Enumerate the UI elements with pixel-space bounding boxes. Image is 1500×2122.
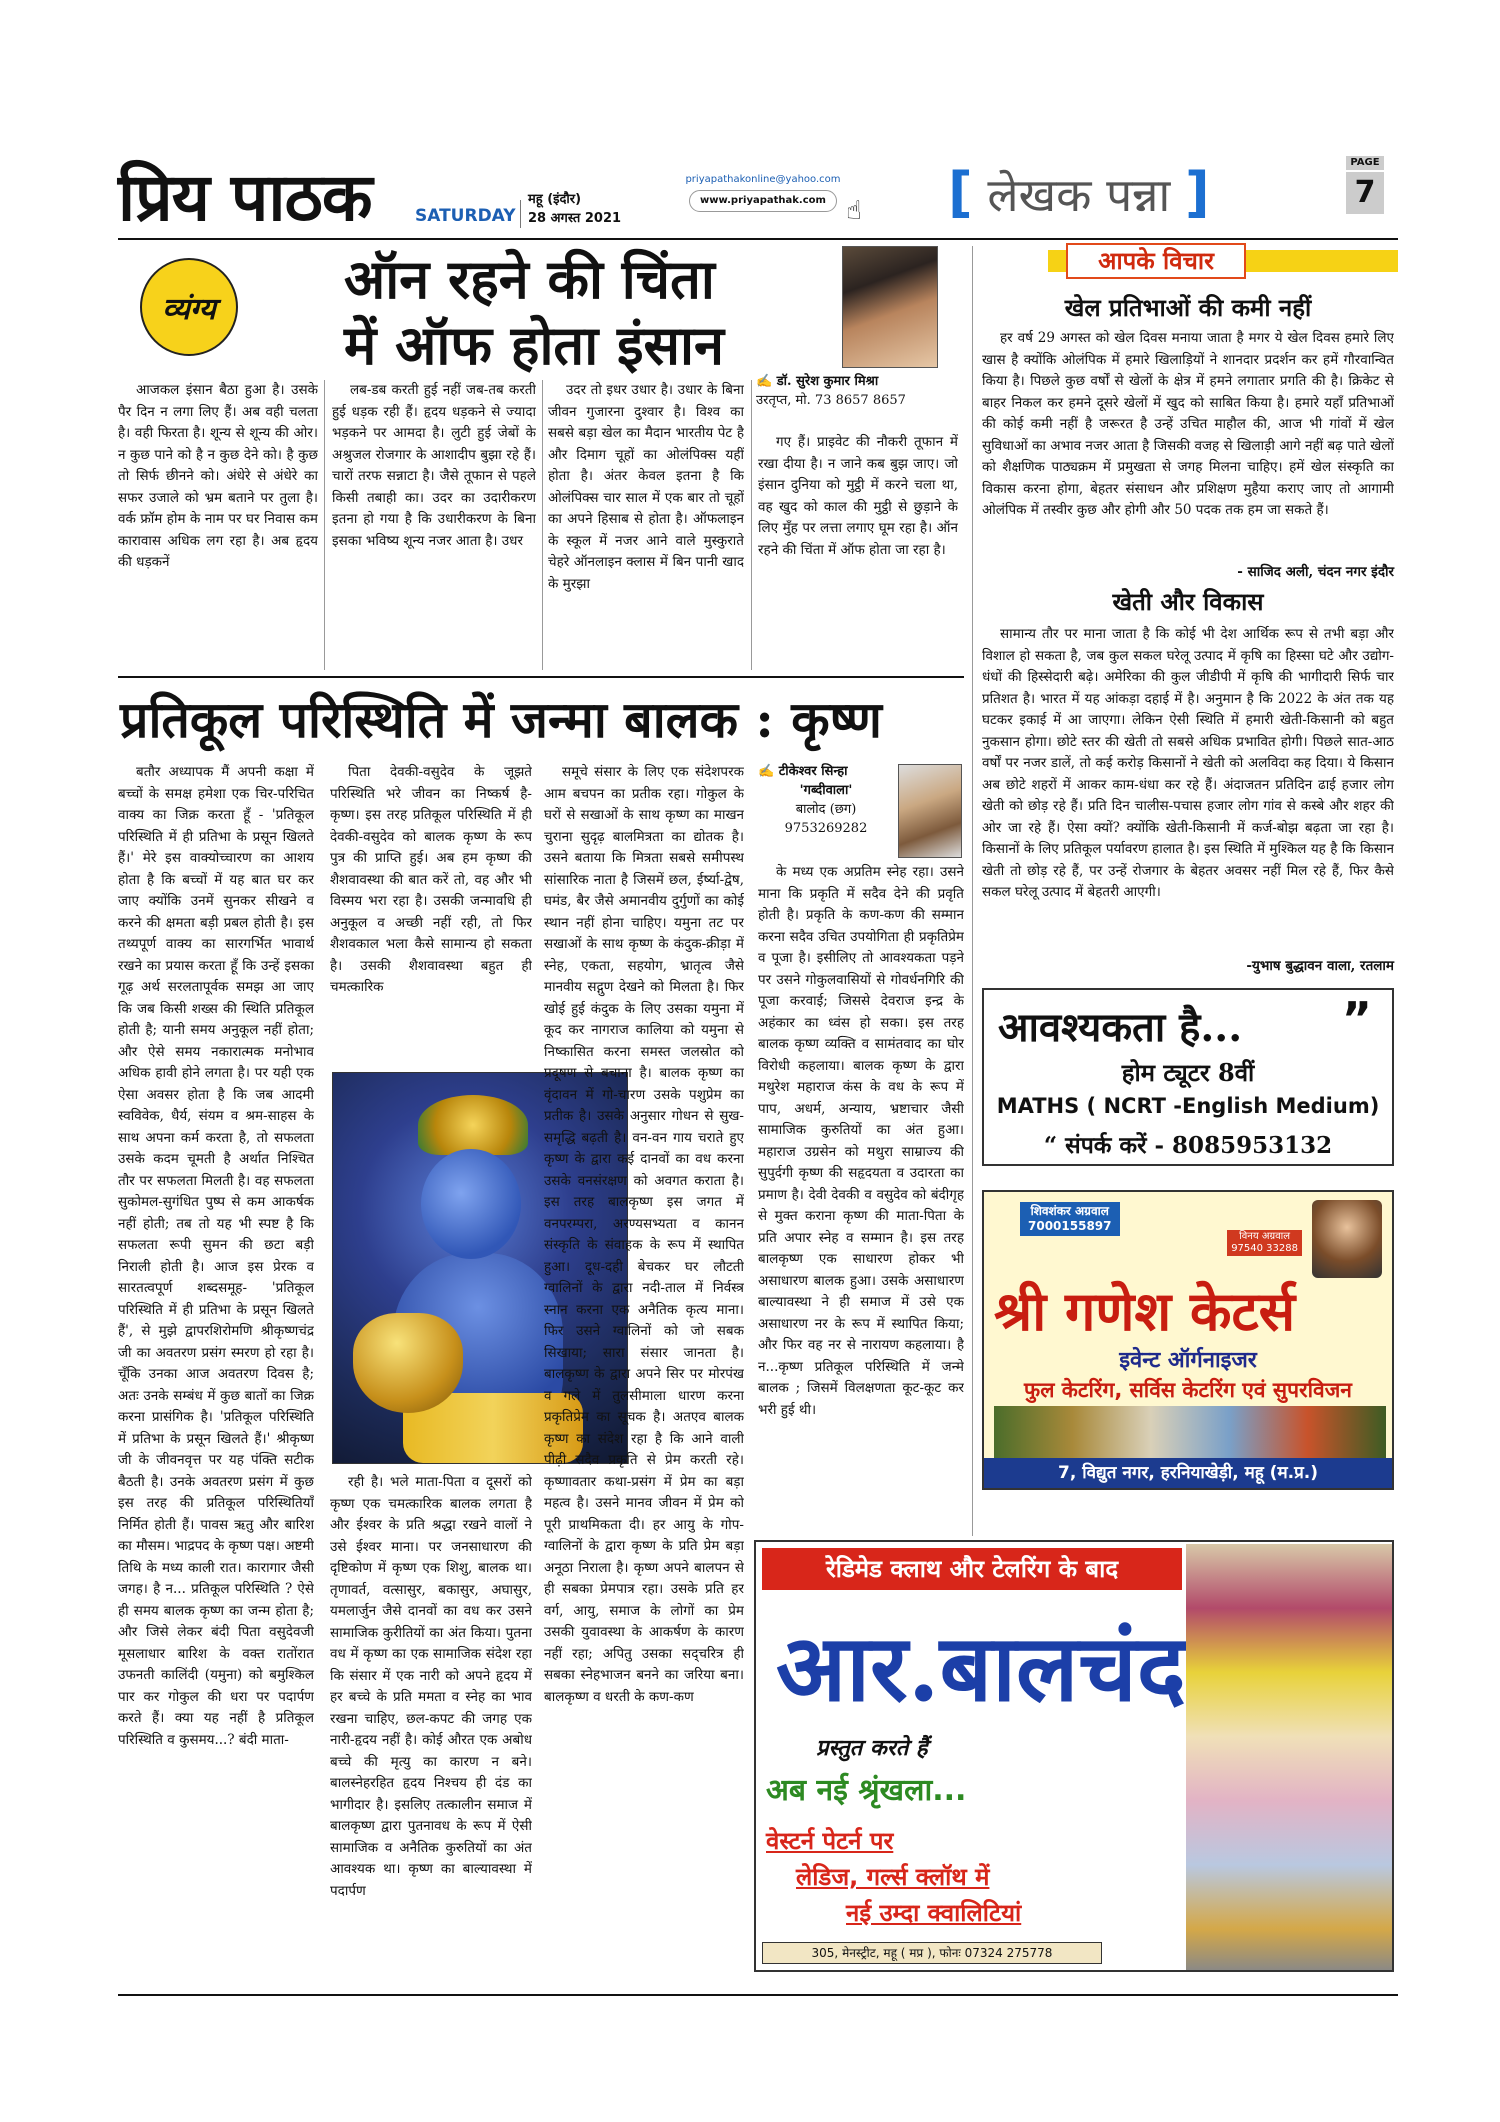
article2-author-phone: 9753269282 (784, 821, 868, 836)
column-divider (324, 380, 325, 670)
paragraph: सामान्य तौर पर माना जाता है कि कोई भी देश आर्थिक रूप से तभी बड़ा और विशाल हो सकता है, जब कुल सकल घरेलू उत्पाद में कृषि का हिस्सा घटे और उद्योग-धंधों की हिस्सेदारी बढ़े। अमेरिका की कुल जीडीपी में कृषि की भागीदारी सिर्फ चार प्रतिशत है। भारत में यह आंकड़ा दहाई में है। अनुमान है कि 2022 के अंत तक यह घटकर इकाई में आ जाएगा। लेकिन ऐसी स्थिति में हमारी खेती-किसानी को बहुत नुकसान होगा। छोटे स्तर की खेती तो सबसे अधिक प्रभावित होगी। पिछले सात-आठ वर्षों पर नजर डालें, तो कई करोड़ किसानों ने खेती को अलविदा कह दिया। ये किसान अब छोटे शहरों में आकर काम-धंधा कर रहे हैं। अंदाजतन प्रतिदिन ढाई हजार लोग खेती को छोड़ रहे हैं। प्रति दिन चालीस-पचास हजार लोग गांव से कस्बे और शहर की ओर जा रहे हैं। ऐसा क्यों? क्योंकि खेती-किसानी में कर्ज-बोझ बढ़ता जा रहा है। किसानों के लिए प्रतिकूल पर्यावरण हालात है। इस स्थिति में मुश्किल यह है कि किसान खेती तो छोड़ रहे हैं, पर उन्हें रोजगार के बेहतर अवसर नहीं मिल रहे हैं, फिर कैसे सकल घरेलू उत्पाद में बेहतरी आएगी। (982, 626, 1394, 900)
caterer-name: श्री गणेश केटर्स (994, 1279, 1296, 1343)
column-divider (972, 246, 973, 1536)
paragraph: पिता देवकी-वसुदेव के जूझते परिस्थिति भरे जीवन का निष्कर्ष है- कृष्ण। इस तरह प्रतिकूल परिस्थिति में ही देवकी-वसुदेव को बालक कृष्ण के रूप पुत्र की प्राप्ति हुई। अब हम कृष्ण की शैशवावस्था की बात करें तो, वह और भी विस्मय भरा रहा है। उसकी जन्मावधि ही अनुकूल व अच्छी नहीं रही, तो फिर शैशवकाल भला कैसे सामान्य हो सकता है। उसकी शैशवावस्था बहुत ही चमत्कारिक (330, 764, 532, 995)
caterer-owner-phone: 7000155897 (1028, 1219, 1112, 1233)
caterer-sub1: इवेन्ट ऑर्गनाइजर (1119, 1348, 1257, 1373)
paragraph: समूचे संसार के लिए एक संदेशपरक आम बचपन का प्रतीक रहा। गोकुल के घरों से सखाओं के साथ कृष्ण का माखन चुराना सुदृढ़ बालमित्रता का द्योतक है। उसने बताया कि मित्रता सबसे समीपस्थ सांसारिक नाता है जिसमें छल, ईर्ष्या-द्वेष, घमंड, बैर जैसे अमानवीय दुर्गुणों का कोई स्थान नहीं होना चाहिए। यमुना तट पर सखाओं के साथ कृष्ण के कंदुक-क्रीड़ा में स्नेह, एकता, सहयोग, भ्रातृत्व जैसे मानवीय सद्गुण देखने को मिलता है। फिर खोई हुई कंदुक के लिए उसका यमुना में कूद कर नागराज कालिया को यमुना से निष्कासित करना समस्त जलस्रोत को प्रदूषण से बचाना है। बालक कृष्ण का वृंदावन में गो-चारण उसके पशुप्रेम का प्रतीक है। उसके अनुसार गोधन से सुख-समृद्धि बढ़ती है। वन-वन गाय चराते हुए कृष्ण के द्वारा कई दानवों का वध करना उसके वनसंरक्षण को अवगत कराता है। इस तरह बालकृष्ण इस जगत में वनपरम्परा, अरण्यसभ्यता व कानन संस्कृति के संवाहक के रूप में स्थापित हुआ। दूध-दही बेचकर घर लौटती ग्वालिनों के द्वारा नदी-ताल में निर्वस्त्र स्नान करना एक अनैतिक कृत्य माना। फिर उसने ग्वालिनों को जो सबक सिखाया; सारा संसार जानता है। बालकृष्ण के द्वारा अपने सिर पर मोरपंख व गले में तुलसीमाला धारण करना प्रकृतिप्रेम का सूचक है। अतएव बालक कृष्ण का संदेश रहा है कि आने वाली पीढ़ी सदैव प्रकृति से प्रेम करती रहे। कृष्णावतार कथा-प्रसंग में प्रेम का बड़ा महत्व है। उसने मानव जीवन में प्रेम को पूरी प्राथमिकता दी। हर आयु के गोप-ग्वालिनों के द्वारा कृष्ण के प्रति प्रेम बड़ा अनूठा निराला है। कृष्ण अपने बालपन से ही सबका प्रेमपात्र रहा। उसके प्रति हर वर्ग, आयु, समाज के लोगों का प्रेम उसकी युवावस्था के आकर्षण के कारण नहीं रहा; अपितु उसका सद्चरित्र ही सबका स्नेहभाजन बनने का जरिया बना। बालकृष्ण व धरती के कण-कण (544, 764, 744, 1705)
contact-block (678, 172, 848, 212)
article2-column-2a (330, 762, 532, 1064)
author-photo (842, 246, 938, 368)
newspaper-logo: प्रिय पाठक (118, 158, 372, 236)
caterer-owner2: विनय अग्रवाल (1239, 1231, 1291, 1242)
article-divider (118, 676, 964, 678)
paragraph: हर वर्ष 29 अगस्त को खेल दिवस मनाया जाता है मगर ये खेल दिवस हमारे लिए खास है क्योंकि ओलंपिक में हमारे खिलाड़ियों ने शानदार प्रदर्शन कर हमें गौरवान्वित किया है। पिछले कुछ वर्षों से खेलों के क्षेत्र में हमने लगातार प्रगति की है। क्रिकेट से बाहर निकल कर हमने दूसरे खेलों में खुद को साबित किया है। हमारे यहाँ प्रतिभाओं की कोई कमी नहीं है जरूरत है उन्हें उचित माहौल की, आज भी गांवों में खेल सुविधाओं का अभाव नजर आता है जिसकी वजह से खिलाड़ी आगे नहीं बढ़ पाते खेलों को शैक्षणिक पाठ्यक्रम में प्रमुखता से जगह मिलना चाहिए। हमें खेल संस्कृति का विकास करना होगा, बेहतर संसाधन और प्रशिक्षण मुहैया कराए जाए तो आगामी ओलंपिक में तस्वीर कुछ और होगी और 50 पदक तक हम जा सकते हैं। (982, 330, 1394, 518)
article2-byline (758, 762, 894, 838)
caterer-sub2: फुल केटरिंग, सर्विस केटरिंग एवं सुपरविजन (1024, 1378, 1352, 1402)
contact-email[interactable]: priyapathakonline@yahoo.com (685, 174, 841, 185)
article1-byline (756, 372, 1002, 410)
crown-shape (418, 1095, 528, 1155)
article2-column-2b (330, 1472, 532, 1990)
face-shape (421, 1149, 521, 1259)
paragraph: के मध्य एक अप्रतिम स्नेह रहा। उसने माना कि प्रकृति में सदैव देने की प्रवृति होती है। प्रकृति के कण-कण की सम्मान करना सदैव उचित उपयोगिता ही प्रकृतिप्रेम व पूजा है। इसीलिए तो आवश्यकता पड़ने पर उसने गोकुलवासियों से गोवर्धनगिरि की पूजा करवाई; जिससे देवराज इन्द्र के अहंकार का ध्वंस हो सका। इस तरह बालक कृष्ण व्यक्ति व सामंतवाद का घोर विरोधी कहलाया। बालक कृष्ण के द्वारा मथुरेश महाराज कंस के वध के रूप में पाप, अधर्म, अन्याय, भ्रष्टाचार जैसी सामाजिक कुरुतियों का अंत हुआ। महाराज उग्रसेन को मथुरा साम्राज्य की सुपुर्दगी कृष्ण की सहृदयता व उदारता का प्रमाण है। देवी देवकी व वसुदेव को बंदीगृह से मुक्त कराना कृष्ण की माता-पिता के प्रति अपार स्नेह व सम्मान है। इस तरह बालकृष्ण एक साधारण होकर भी असाधारण बालक हुआ। उसके असाधारण बाल्यावस्था ने ही समाज में उसे एक असाधारण नर के रूप में स्थापित किया; और फिर वह नर से नारायण कहलाया। है न...कृष्ण प्रतिकूल परिस्थिति में जन्मे बालक ; जिसमें विलक्षणता कूट-कूट कर भरी हुई थी। (758, 864, 964, 1418)
caterer-photo (1312, 1200, 1382, 1278)
tailor-ad (754, 1540, 1394, 1972)
letter1-title: खेल प्रतिभाओं की कमी नहीं (1064, 293, 1312, 322)
author2-photo (898, 764, 962, 858)
article1-column-1 (118, 380, 318, 670)
caterer-owner-box (1020, 1202, 1120, 1236)
article2-author-place: बालोद (छग) (795, 802, 857, 817)
letter2-signoff: -युभाष बुद्धावन वाला, रतलाम (1246, 958, 1394, 974)
page-number: 7 (1346, 172, 1384, 214)
article1-headline-line1: ऑन रहने की चिंता (344, 247, 715, 311)
tailor-line4: लेडिज, गर्ल्स क्लॉथ में (796, 1863, 990, 1891)
tailor-line1: प्रस्तुत करते हैं (816, 1736, 928, 1761)
butter-pot-shape (353, 1313, 463, 1413)
tutor-ad-contact: “ संपर्क करें - 8085953132 (1043, 1132, 1333, 1159)
letter1-signoff: - साजिद अली, चंदन नगर इंदौर (1237, 564, 1394, 580)
issue-place: महू (इंदौर) (528, 192, 582, 207)
article1-author-place: उरतृप्त, मो. 73 8657 8657 (756, 393, 906, 408)
article1-headline-line2: में ऑफ होता इंसान (344, 313, 724, 377)
article1-column-2 (332, 380, 536, 670)
paragraph: आजकल इंसान बैठा हुआ है। उसके पैर दिन न लगा लिए हैं। अब वही चलता है। वही फिरता है। शून्य से शून्य की ओर। न कुछ पाने को है न कुछ देने को। है कुछ तो सिर्फ छीनने को। अंधेरे से अंधेरे का सफर उजाले को भ्रम बताने पर तुला है। वर्क फ्रॉम होम के नाम पर घर निवास कम कारावास अधिक लग रहा है। अब हृदय की धड़कनें (118, 382, 318, 570)
vyang-badge: व्यंग्य (140, 258, 238, 356)
divider (520, 200, 521, 228)
article2-author: ✍ टीकेश्वर सिन्हा (758, 764, 848, 779)
article1-author: ✍ डॉ. सुरेश कुमार मिश्रा (756, 374, 879, 389)
newspaper-page (118, 150, 1398, 2000)
caterer-owner: शिवशंकर अग्रवाल (1030, 1204, 1109, 1218)
paragraph: गए हैं। प्राइवेट की नौकरी तूफान में रखा दीया है। न जाने कब बुझ जाए। जो इंसान दुनिया को मुट्ठी में करने चला था, वह खुद को काल की मुट्ठी से छुड़ाने के लिए मुँह पर लत्ता लगाए घूम रहा है। ऑन रहने की चिंता में ऑफ होता जा रहा है। (758, 434, 958, 558)
pointer-hand-icon: ☝ (846, 196, 862, 226)
issue-day: SATURDAY (415, 206, 516, 226)
letter2-title: खेती और विकास (1112, 587, 1264, 616)
tailor-address: 305, मेनस्ट्रीट, महू ( मप्र ), फोनः 07324 275778 (762, 1942, 1102, 1964)
letter2-body (982, 624, 1394, 950)
caterer-address: 7, विद्युत नगर, हरनियाखेड़ी, महू (म.प्र.) (984, 1458, 1392, 1488)
tailor-line3: वेस्टर्न पेटर्न पर (766, 1827, 894, 1855)
tutor-ad-title: आवश्यकता है... (998, 1004, 1243, 1051)
tailor-ad-top: रेडिमेड क्लाथ और टेलरिंग के बाद (762, 1548, 1182, 1590)
article1-column-4 (758, 432, 958, 670)
article2-column-4 (758, 862, 964, 1522)
issue-date: 28 अगस्त 2021 (528, 211, 622, 226)
article2-column-1 (118, 762, 314, 1992)
article2-author-alias: 'गब्दीवाला' (799, 783, 853, 798)
quote-icon: ” (1341, 992, 1372, 1046)
section-title-text: लेखक पन्ना (987, 168, 1171, 222)
caterer-ad (982, 1190, 1394, 1490)
page-bottom-rule (118, 1994, 1398, 1996)
article2-column-3 (544, 762, 744, 1990)
paragraph: उदर तो इधर उधार है। उधार के बिना जीवन गुजारना दुश्वार है। विश्व का सबसे बड़ा खेल का मैदान भारतीय पेट है और दिमाग चूहों का ओलंपिक्स यहीं होता है। अंतर केवल इतना है कि ओलंपिक्स चार साल में एक बार तो चूहों का अपने हिसाब से होता है। ऑफलाइन के स्कूल में नजर आने वाले मुस्कुराते चेहरे ऑनलाइन क्लास में बिन पानी खाद के मुरझा (548, 382, 744, 592)
contact-website[interactable]: www.priyapathak.com (689, 190, 837, 212)
tutor-ad-line2: MATHS ( NCRT -English Medium) (996, 1094, 1380, 1118)
tailor-clothes-photos (1186, 1544, 1392, 1972)
issue-place-date (528, 190, 621, 228)
section-title (948, 162, 1210, 226)
tutor-ad-line1: होम ट्यूटर 8वीं (1121, 1058, 1255, 1087)
bracket-close: ] (1184, 161, 1210, 224)
article2-headline: प्रतिकूल परिस्थिति में जन्मा बालक : कृष्ण (120, 690, 882, 749)
column-divider (751, 380, 752, 670)
letter1-body (982, 328, 1394, 560)
bracket-open: [ (948, 161, 973, 224)
column-divider (542, 380, 543, 670)
caterer-photos (994, 1406, 1386, 1458)
opinion-banner: आपके विचार (1066, 243, 1246, 279)
tailor-line2: अब नई श्रृंखला... (766, 1773, 967, 1808)
tutor-ad (982, 988, 1394, 1166)
paragraph: बतौर अध्यापक मैं अपनी कक्षा में बच्चों के समक्ष हमेशा एक चिर-परिचित वाक्य का जिक्र करता हूँ - 'प्रतिकूल परिस्थिति में ही प्रतिभा के प्रसून खिलते हैं।' मेरे इस वाक्योच्चारण का आशय होता है कि बच्चों में यह बात घर कर जाए क्योंकि उनमें सुनकर सीखने व करने की क्षमता बड़ी प्रबल होती है। इस तथ्यपूर्ण वाक्य का सारगर्भित भावार्थ रखने का प्रयास करता हूँ कि उन्हें इसका गूढ़ अर्थ सरलतापूर्वक समझ आ जाए कि जब किसी शख्स की स्थिति प्रतिकूल होती है; यानी समय अनुकूल नहीं होता; और ऐसे समय नकारात्मक मनोभाव अधिक हावी होने लगता है। पर यही एक ऐसा अवसर होता है कि जब आदमी स्वविवेक, धैर्य, संयम व श्रम-साहस के साथ अपना कर्म करता है, तो सफलता उसके कदम चूमती है अर्थात निश्चित तौर पर सफलता मिलती है। वह सफलता सुकोमल-सुगंधित पुष्प से कम आकर्षक नहीं होती; तब तो यह भी स्पष्ट है कि सफलता रूपी सुमन की छटा बड़ी निराली होती है। आज इस प्रेरक व सारतत्वपूर्ण शब्दसमूह- 'प्रतिकूल परिस्थिति में ही प्रतिभा के प्रसून खिलते हैं', से मुझे द्वापरशिरोमणि श्रीकृष्णचंद्र जी का अवतरण प्रसंग स्मरण हो रहा है। चूँकि उनका आज अवतरण दिवस है; अतः उनके सम्बंध में कुछ बातों का जिक्र करना प्रासंगिक है। 'प्रतिकूल परिस्थिति में प्रतिभा के प्रसून खिलते हैं।' श्रीकृष्ण जी के जीवनवृत्त पर यह पंक्ति सटीक बैठती है। उनके अवतरण प्रसंग में कुछ इस तरह की प्रतिकूल परिस्थितियाँ निर्मित होती हैं। पावस ऋतु और बारिश का मौसम। भाद्रपद के कृष्ण पक्ष। अष्टमी तिथि के मध्य काली रात। कारागार जैसी जगह। है न... प्रतिकूल परिस्थिति ? ऐसे ही समय बालक कृष्ण का जन्म होता है; और जिसे लेकर बंदी पिता वसुदेवजी मूसलाधार बारिश के वक्त रातोंरात उफनती कालिंदी (यमुना) को बमुश्किल पार कर गोकुल की धरा पर पदार्पण करते हैं। क्या यह नहीं है प्रतिकूल परिस्थिति व कुसमय...? बंदी माता- (118, 764, 314, 1748)
tailor-line5: नई उम्दा क्वालिटियां (846, 1899, 1022, 1927)
masthead-rule (118, 238, 1398, 240)
caterer-owner2-phone: 97540 33288 (1231, 1243, 1298, 1254)
paragraph: रही है। भले माता-पिता व दूसरों को कृष्ण एक चमत्कारिक बालक लगता है और ईश्वर के प्रति श्रद्धा रखने वालों ने उसे ईश्वर माना। पर जनसाधारण की दृष्टिकोण में कृष्ण एक शिशु, बालक था। तृणावर्त, वत्सासुर, बकासुर, अघासुर, यमलार्जुन जैसे दानवों का वध कर उसने सामाजिक कुरीतियों का अंत किया। पुतना वध में कृष्ण का एक सामाजिक संदेश रहा कि संसार में एक नारी को अपने हृदय में हर बच्चे के प्रति ममता व स्नेह का भाव रखना चाहिए, छल-कपट की जगह एक नारी-हृदय नहीं है। कोई औरत एक अबोध बच्चे की मृत्यु का कारण न बने। बालस्नेहरहित हृदय निश्चय ही दंड का भागीदार है। इसलिए तत्कालीन समाज में बालकृष्ण द्वारा पुतनावध के रूप में ऐसी सामाजिक व अनैतिक कुरुतियों का अंत आवश्यक था। कृष्ण का बाल्यावस्था में पदार्पण (330, 1474, 532, 1899)
paragraph: लब-डब करती हुई नहीं जब-तब करती हुई धड़क रही हैं। हृदय धड़कने से ज्यादा भड़कने पर आमदा है। लुटी हुई जेबों के अश्रुजल रोजगार के आशादीप बुझा रहे हैं। चारों तरफ सन्नाटा है। जैसे तूफान से पहले किसी तबाही का। उदर का उदारीकरण इतना हो गया है कि उधारीकरण के बिना इसका भविष्य शून्य नजर आता है। उधर (332, 382, 536, 549)
article1-column-3 (548, 380, 744, 670)
article1-headline (344, 246, 724, 378)
caterer-owner2-box (1227, 1230, 1302, 1256)
tailor-brand: आर.बालचंद (776, 1614, 1186, 1722)
page-label: PAGE (1346, 156, 1384, 170)
